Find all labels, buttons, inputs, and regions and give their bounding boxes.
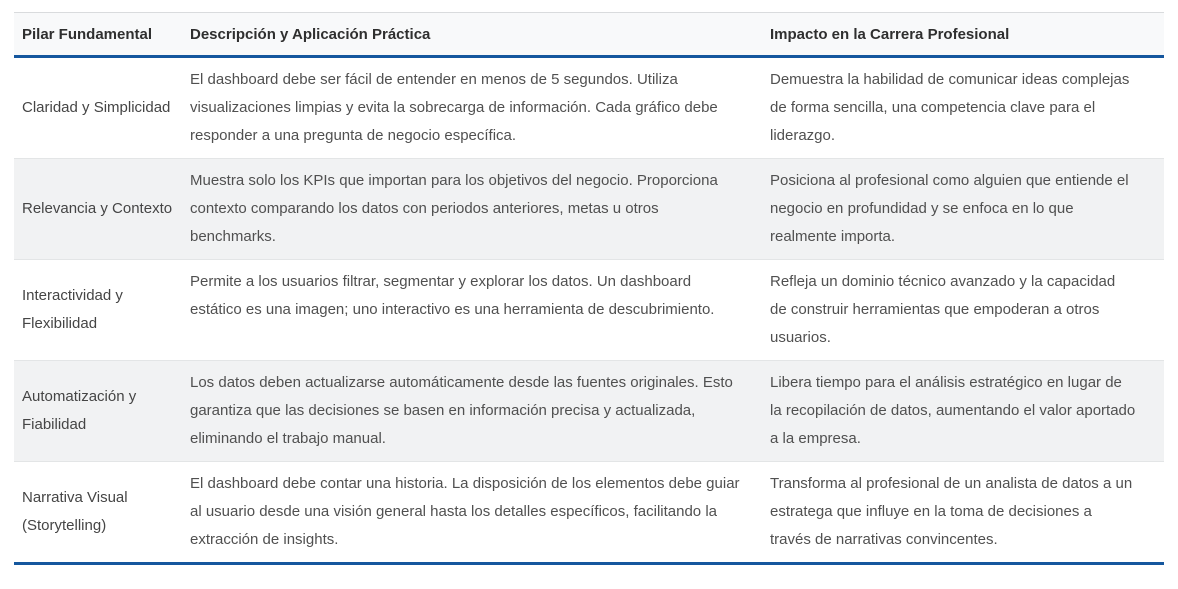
header-row [14, 13, 1164, 57]
col-header-impacto: Impacto en la Carrera Profesional [770, 13, 1164, 57]
table-row [14, 260, 1164, 361]
cell-pilar: Claridad y Simplicidad [14, 57, 190, 159]
cell-descripcion: El dashboard debe ser fácil de entender en menos de 5 segundos. Utiliza visualizaciones limpias y evita la sobrecarga de información. Cada gráfico debe responder a una pregunta de negocio específica. [190, 57, 770, 159]
cell-descripcion: Muestra solo los KPIs que importan para los objetivos del negocio. Proporciona contexto comparando los datos con periodos anteriores, metas u otros benchmarks. [190, 159, 770, 260]
cell-descripcion: Permite a los usuarios filtrar, segmentar y explorar los datos. Un dashboard estático es una imagen; uno interactivo es una herramienta de descubrimiento. [190, 260, 770, 361]
cell-pilar: Automatización y Fiabilidad [14, 361, 190, 462]
table-row [14, 57, 1164, 159]
cell-impacto: Transforma al profesional de un analista de datos a un estratega que influye en la toma de decisiones a través de narrativas convincentes. [770, 462, 1164, 564]
table-row [14, 159, 1164, 260]
cell-descripcion: El dashboard debe contar una historia. La disposición de los elementos debe guiar al usuario desde una visión general hasta los detalles específicos, facilitando la extracción de insights. [190, 462, 770, 564]
cell-impacto: Posiciona al profesional como alguien que entiende el negocio en profundidad y se enfoca en lo que realmente importa. [770, 159, 1164, 260]
cell-pilar: Relevancia y Contexto [14, 159, 190, 260]
cell-impacto: Refleja un dominio técnico avanzado y la capacidad de construir herramientas que empoderan a otros usuarios. [770, 260, 1164, 361]
cell-impacto: Demuestra la habilidad de comunicar ideas complejas de forma sencilla, una competencia clave para el liderazgo. [770, 57, 1164, 159]
pillars-table [14, 12, 1164, 565]
table-row [14, 462, 1164, 564]
cell-pilar: Interactividad y Flexibilidad [14, 260, 190, 361]
table-row [14, 361, 1164, 462]
cell-impacto: Libera tiempo para el análisis estratégico en lugar de la recopilación de datos, aumentando el valor aportado a la empresa. [770, 361, 1164, 462]
col-header-descripcion: Descripción y Aplicación Práctica [190, 13, 770, 57]
cell-pilar: Narrativa Visual (Storytelling) [14, 462, 190, 564]
pillars-table-container [14, 12, 1164, 565]
cell-descripcion: Los datos deben actualizarse automáticamente desde las fuentes originales. Esto garantiza que las decisiones se basen en información precisa y actualizada, eliminando el trabajo manual. [190, 361, 770, 462]
col-header-pilar-fundamental: Pilar Fundamental [14, 13, 190, 57]
